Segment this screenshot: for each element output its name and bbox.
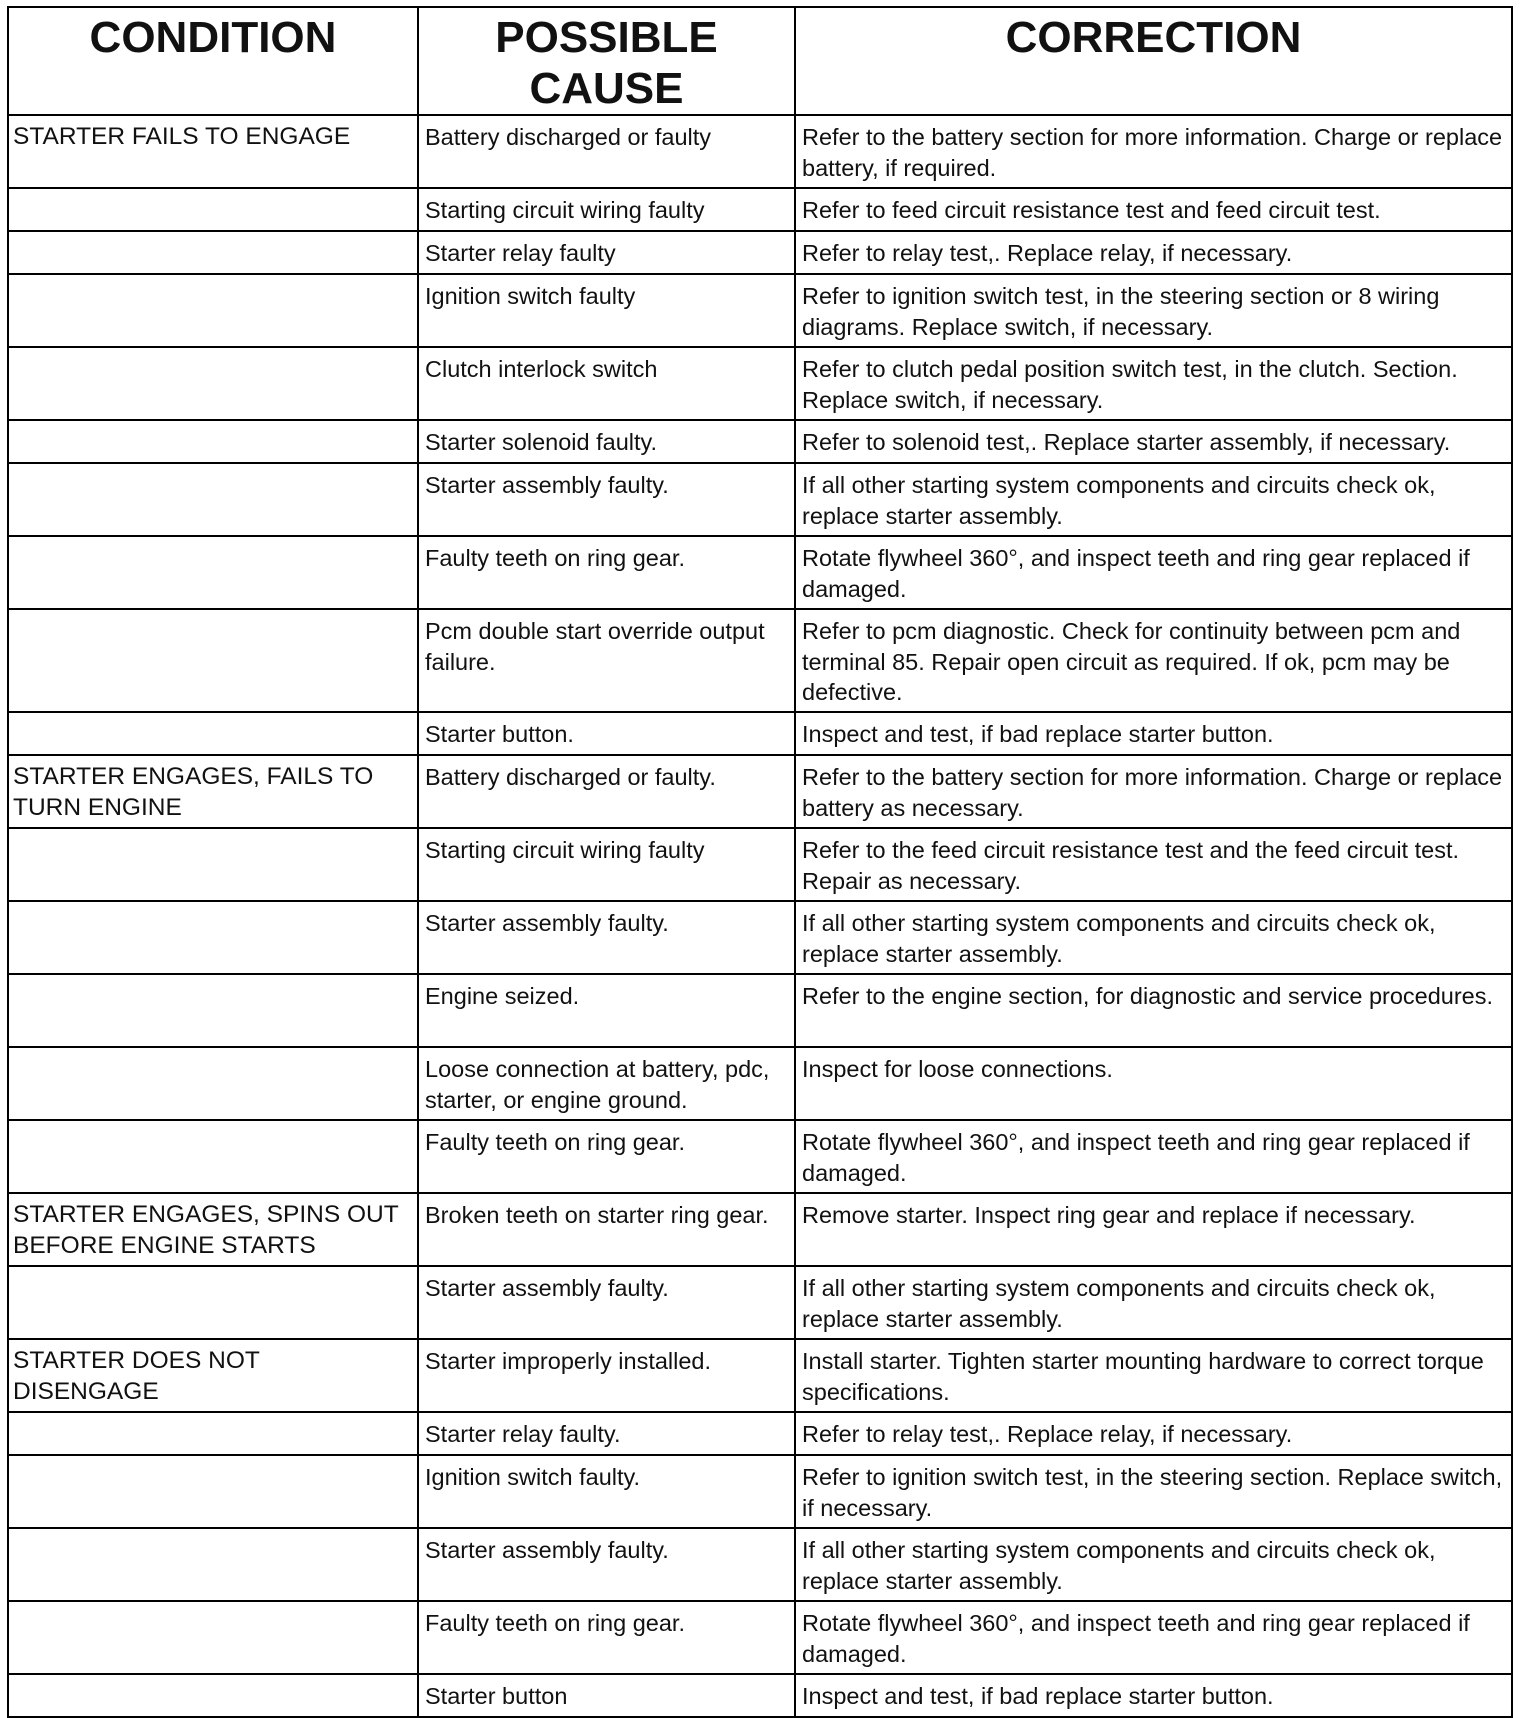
correction-cell: Refer to relay test,. Replace relay, if necessary. — [795, 1412, 1512, 1455]
table-row — [8, 1120, 1512, 1193]
condition-cell — [8, 536, 418, 609]
table-row — [8, 1455, 1512, 1528]
cause-cell: Starter solenoid faulty. — [418, 420, 795, 463]
correction-cell: Refer to the battery section for more information. Charge or replace battery as necessary. — [795, 755, 1512, 828]
cause-cell: Engine seized. — [418, 974, 795, 1047]
condition-cell — [8, 1266, 418, 1339]
table-row — [8, 712, 1512, 755]
table-row — [8, 755, 1512, 828]
correction-cell: Remove starter. Inspect ring gear and replace if necessary. — [795, 1193, 1512, 1266]
condition-cell — [8, 712, 418, 755]
condition-cell: STARTER DOES NOT DISENGAGE — [8, 1339, 418, 1412]
correction-cell: If all other starting system components and circuits check ok, replace starter assembly. — [795, 901, 1512, 974]
correction-cell: Refer to the battery section for more information. Charge or replace battery, if required. — [795, 115, 1512, 188]
cause-cell: Broken teeth on starter ring gear. — [418, 1193, 795, 1266]
table-row — [8, 609, 1512, 712]
table-row — [8, 1047, 1512, 1120]
correction-cell: Refer to pcm diagnostic. Check for continuity between pcm and terminal 85. Repair open circuit as required. If ok, pcm may be defective. — [795, 609, 1512, 712]
condition-cell — [8, 974, 418, 1047]
condition-cell: STARTER ENGAGES, SPINS OUT BEFORE ENGINE STARTS — [8, 1193, 418, 1266]
cause-cell: Starter assembly faulty. — [418, 1266, 795, 1339]
table-row — [8, 1339, 1512, 1412]
cause-cell: Battery discharged or faulty — [418, 115, 795, 188]
condition-cell — [8, 347, 418, 420]
cause-cell: Starter assembly faulty. — [418, 463, 795, 536]
cause-cell: Faulty teeth on ring gear. — [418, 1120, 795, 1193]
correction-cell: Rotate flywheel 360°, and inspect teeth and ring gear replaced if damaged. — [795, 1120, 1512, 1193]
cause-cell: Faulty teeth on ring gear. — [418, 1601, 795, 1674]
cause-cell: Starting circuit wiring faulty — [418, 828, 795, 901]
condition-cell — [8, 1674, 418, 1717]
condition-cell — [8, 1412, 418, 1455]
correction-cell: Inspect and test, if bad replace starter button. — [795, 712, 1512, 755]
correction-cell: Refer to solenoid test,. Replace starter assembly, if necessary. — [795, 420, 1512, 463]
table-row — [8, 536, 1512, 609]
correction-cell: Refer to the engine section, for diagnostic and service procedures. — [795, 974, 1512, 1047]
table-row — [8, 231, 1512, 274]
condition-cell — [8, 1047, 418, 1120]
condition-cell — [8, 463, 418, 536]
condition-cell — [8, 231, 418, 274]
condition-cell — [8, 188, 418, 231]
condition-cell — [8, 1528, 418, 1601]
table-row — [8, 115, 1512, 188]
condition-cell: STARTER FAILS TO ENGAGE — [8, 115, 418, 188]
cause-cell: Faulty teeth on ring gear. — [418, 536, 795, 609]
correction-cell: Refer to clutch pedal position switch test, in the clutch. Section. Replace switch, if necessary. — [795, 347, 1512, 420]
cause-cell: Battery discharged or faulty. — [418, 755, 795, 828]
cause-cell: Starter relay faulty. — [418, 1412, 795, 1455]
table-row — [8, 1266, 1512, 1339]
table-row — [8, 1601, 1512, 1674]
correction-cell: Refer to relay test,. Replace relay, if necessary. — [795, 231, 1512, 274]
table-row — [8, 901, 1512, 974]
correction-cell: Refer to feed circuit resistance test and feed circuit test. — [795, 188, 1512, 231]
correction-cell: Inspect for loose connections. — [795, 1047, 1512, 1120]
condition-cell — [8, 1601, 418, 1674]
correction-cell: Refer to ignition switch test, in the steering section. Replace switch, if necessary. — [795, 1455, 1512, 1528]
cause-cell: Starter assembly faulty. — [418, 901, 795, 974]
cause-cell: Starter relay faulty — [418, 231, 795, 274]
cause-cell: Starter button. — [418, 712, 795, 755]
table-row — [8, 1528, 1512, 1601]
table-row — [8, 274, 1512, 347]
header-possible-cause: POSSIBLE CAUSE — [418, 7, 795, 115]
cause-cell: Pcm double start override output failure. — [418, 609, 795, 712]
correction-cell: If all other starting system components and circuits check ok, replace starter assembly. — [795, 463, 1512, 536]
correction-cell: Refer to ignition switch test, in the steering section or 8 wiring diagrams. Replace switch, if necessary. — [795, 274, 1512, 347]
troubleshooting-table — [7, 6, 1513, 1718]
condition-cell — [8, 609, 418, 712]
condition-cell — [8, 1455, 418, 1528]
condition-cell: STARTER ENGAGES, FAILS TO TURN ENGINE — [8, 755, 418, 828]
cause-cell: Starter button — [418, 1674, 795, 1717]
correction-cell: Inspect and test, if bad replace starter button. — [795, 1674, 1512, 1717]
correction-cell: Install starter. Tighten starter mounting hardware to correct torque specifications. — [795, 1339, 1512, 1412]
table-row — [8, 828, 1512, 901]
cause-cell: Ignition switch faulty — [418, 274, 795, 347]
cause-cell: Starter assembly faulty. — [418, 1528, 795, 1601]
correction-cell: Rotate flywheel 360°, and inspect teeth and ring gear replaced if damaged. — [795, 1601, 1512, 1674]
table-row — [8, 1412, 1512, 1455]
table-row — [8, 347, 1512, 420]
table-row — [8, 420, 1512, 463]
cause-cell: Starting circuit wiring faulty — [418, 188, 795, 231]
cause-cell: Clutch interlock switch — [418, 347, 795, 420]
cause-cell: Starter improperly installed. — [418, 1339, 795, 1412]
condition-cell — [8, 274, 418, 347]
table-row — [8, 188, 1512, 231]
condition-cell — [8, 901, 418, 974]
correction-cell: If all other starting system components and circuits check ok, replace starter assembly. — [795, 1528, 1512, 1601]
header-row — [8, 7, 1512, 115]
correction-cell: Refer to the feed circuit resistance test and the feed circuit test. Repair as necessary. — [795, 828, 1512, 901]
condition-cell — [8, 1120, 418, 1193]
table-row — [8, 974, 1512, 1047]
cause-cell: Ignition switch faulty. — [418, 1455, 795, 1528]
cause-cell: Loose connection at battery, pdc, starter, or engine ground. — [418, 1047, 795, 1120]
header-condition: CONDITION — [8, 7, 418, 115]
table-row — [8, 463, 1512, 536]
table-row — [8, 1193, 1512, 1266]
header-correction: CORRECTION — [795, 7, 1512, 115]
correction-cell: Rotate flywheel 360°, and inspect teeth and ring gear replaced if damaged. — [795, 536, 1512, 609]
condition-cell — [8, 420, 418, 463]
condition-cell — [8, 828, 418, 901]
table-row — [8, 1674, 1512, 1717]
correction-cell: If all other starting system components and circuits check ok, replace starter assembly. — [795, 1266, 1512, 1339]
